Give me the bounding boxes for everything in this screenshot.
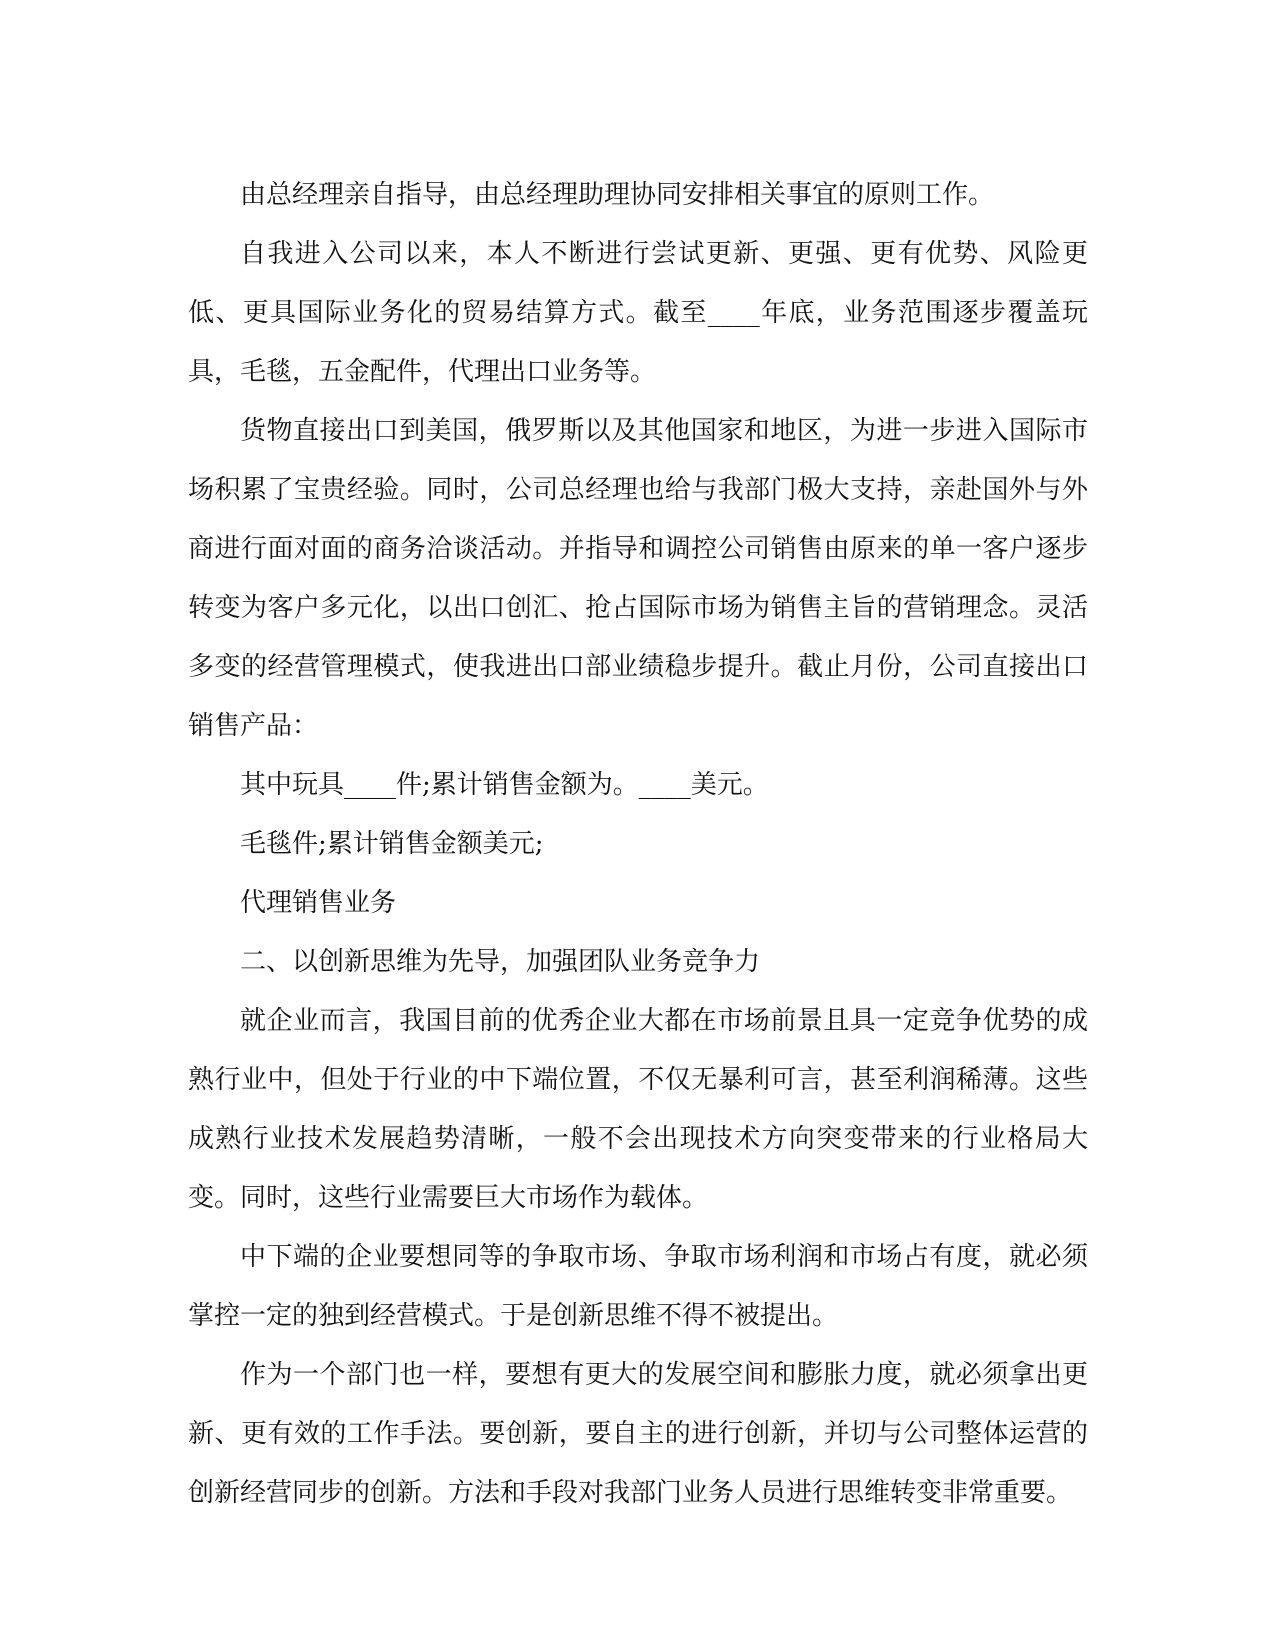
document-body [188, 166, 1088, 1523]
paragraph-10: 作为一个部门也一样，要想有更大的发展空间和膨胀力度，就必须拿出更新、更有效的工作手法。要创新，要自主的进行创新，并切与公司整体运营的创新经营同步的创新。方法和手段对我部门业务人员进行思维转变非常重要。 [188, 1360, 1088, 1508]
paragraph-1: 由总经理亲自指导，由总经理助理协同安排相关事宜的原则工作。 [240, 180, 995, 210]
section-heading: 二、以创新思维为先导，加强团队业务竞争力 [240, 947, 761, 977]
paragraph-6: 代理销售业务 [240, 888, 397, 918]
paragraph-8: 就企业而言，我国目前的优秀企业大都在市场前景且具一定竞争优势的成熟行业中，但处于行业的中下端位置，不仅无暴利可言，甚至利润稀薄。这些成熟行业技术发展趋势清晰，一般不会出现技术方向突变带来的行业格局大变。同时，这些行业需要巨大市场作为载体。 [188, 1006, 1088, 1213]
paragraph-2: 自我进入公司以来，本人不断进行尝试更新、更强、更有优势、风险更低、更具国际业务化的贸易结算方式。截至____年底，业务范围逐步覆盖玩具，毛毯，五金配件，代理出口业务等。 [188, 239, 1088, 387]
paragraph-3: 货物直接出口到美国，俄罗斯以及其他国家和地区，为进一步进入国际市场积累了宝贵经验。同时，公司总经理也给与我部门极大支持，亲赴国外与外商进行面对面的商务洽谈活动。并指导和调控公司销售由原来的单一客户逐步转变为客户多元化，以出口创汇、抢占国际市场为销售主旨的营销理念。灵活多变的经营管理模式，使我进出口部业绩稳步提升。截止月份，公司直接出口销售产品： [188, 416, 1088, 741]
paragraph-4: 其中玩具____件;累计销售金额为。____美元。 [240, 770, 769, 800]
paragraph-9: 中下端的企业要想同等的争取市场、争取市场利润和市场占有度，就必须掌控一定的独到经营模式。于是创新思维不得不被提出。 [188, 1242, 1088, 1331]
paragraph-5: 毛毯件;累计销售金额美元; [240, 829, 544, 859]
